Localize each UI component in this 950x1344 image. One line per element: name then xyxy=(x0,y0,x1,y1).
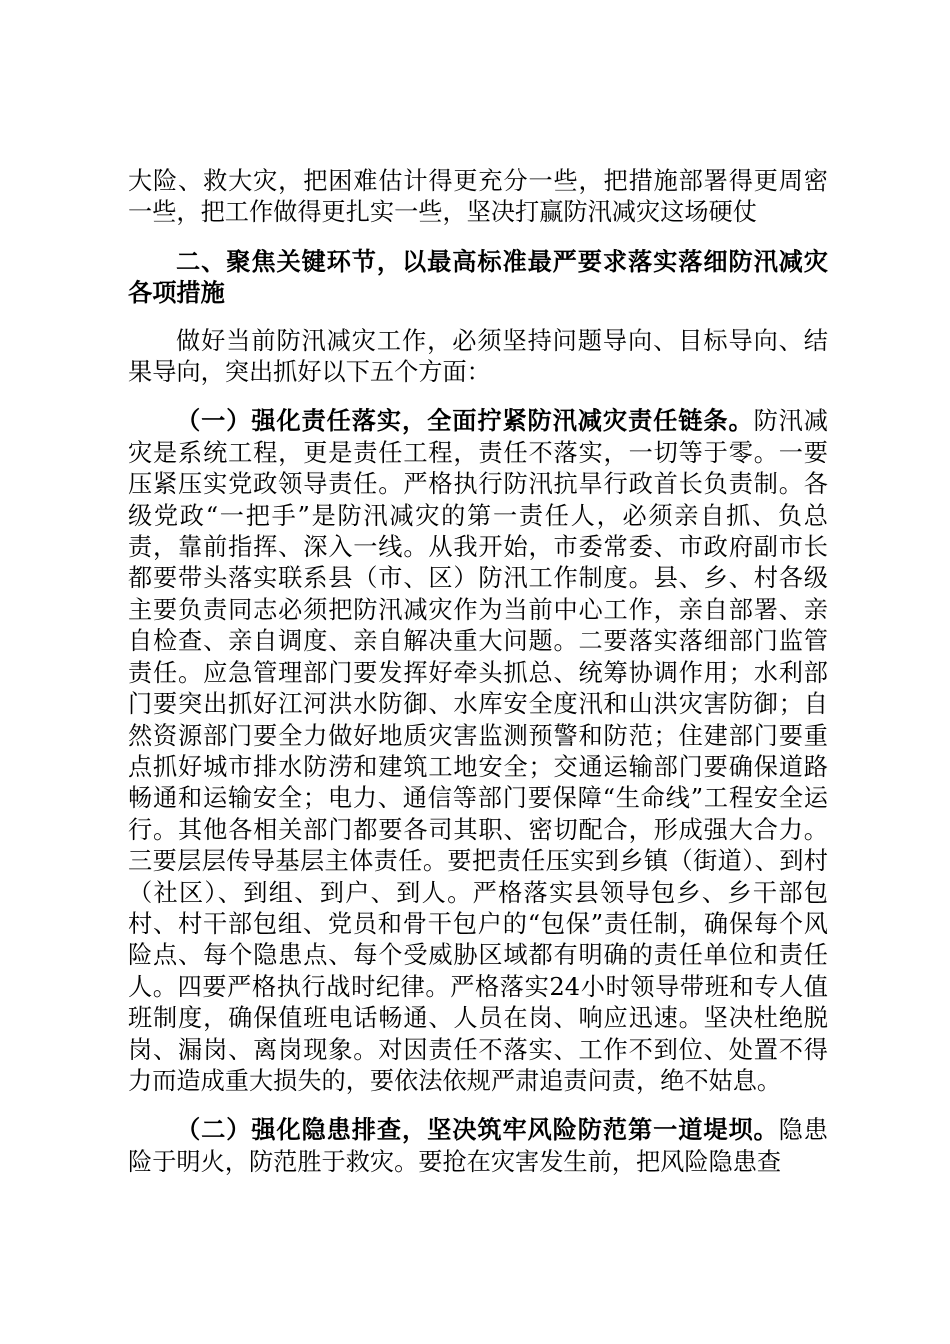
item-1-paragraph xyxy=(128,405,828,1097)
continuation-paragraph: 大险、救大灾，把困难估计得更充分一些，把措施部署得更周密一些，把工作做得更扎实一些，坚决打赢防汛减灾这场硬仗 xyxy=(128,167,828,227)
item-2-lead: （二）强化隐患排查，坚决筑牢风险防范第一道堤坝。 xyxy=(176,1115,779,1145)
paragraph-gap xyxy=(128,388,828,405)
paragraph-gap xyxy=(128,309,828,326)
paragraph-gap xyxy=(128,1097,828,1114)
item-2-paragraph xyxy=(128,1114,828,1178)
item-1-body: 防汛减灾是系统工程，更是责任工程，责任不落实，一切等于零。一要压紧压实党政领导责任。严格执行防汛抗旱行政首长负责制。各级党政“一把手”是防汛减灾的第一责任人，必须亲自抓、负总责，靠前指挥、深入一线。从我开始，市委常委、市政府副市长都要带头落实联系县（市、区）防汛工作制度。县、乡、村各级主要负责同志必须把防汛减灾作为当前中心工作，亲自部署、亲自检查、亲自调度、亲自解决重大问题。二要落实落细部门监管责任。应急管理部门要发挥好牵头抓总、统筹协调作用；水利部门要突出抓好江河洪水防御、水库安全度汛和山洪灾害防御；自然资源部门要全力做好地质灾害监测预警和防范；住建部门要重点抓好城市排水防涝和建筑工地安全；交通运输部门要确保道路畅通和运输安全；电力、通信等部门要保障“生命线”工程安全运行。其他各相关部门都要各司其职、密切配合，形成强大合力。三要层层传导基层主体责任。要把责任压实到乡镇（街道）、到村（社区）、到组、到户、到人。严格落实县领导包乡、乡干部包村、村干部包组、党员和骨干包户的“包保”责任制，确保每个风险点、每个隐患点、每个受威胁区域都有明确的责任单位和责任人。四要严格执行战时纪律。严格落实24小时领导带班和专人值班制度，确保值班电话畅通、人员在岗、响应迅速。坚决杜绝脱岗、漏岗、离岗现象。对因责任不落实、工作不到位、处置不得力而造成重大损失的，要依法依规严肃追责问责，绝不姑息。 xyxy=(128,407,828,1095)
paragraph-gap xyxy=(128,229,828,246)
document-body xyxy=(128,166,828,1178)
item-1-lead: （一）强化责任落实，全面拧紧防汛减灾责任链条。 xyxy=(176,406,754,436)
item-2-body: 隐患险于明火，防范胜于救灾。要抢在灾害发生前，把风险隐患查 xyxy=(128,1116,828,1176)
section-heading: 二、聚焦关键环节，以最高标准最严要求落实落细防汛减灾各项措施 xyxy=(128,246,828,308)
intro-paragraph: 做好当前防汛减灾工作，必须坚持问题导向、目标导向、结果导向，突出抓好以下五个方面： xyxy=(128,326,828,387)
